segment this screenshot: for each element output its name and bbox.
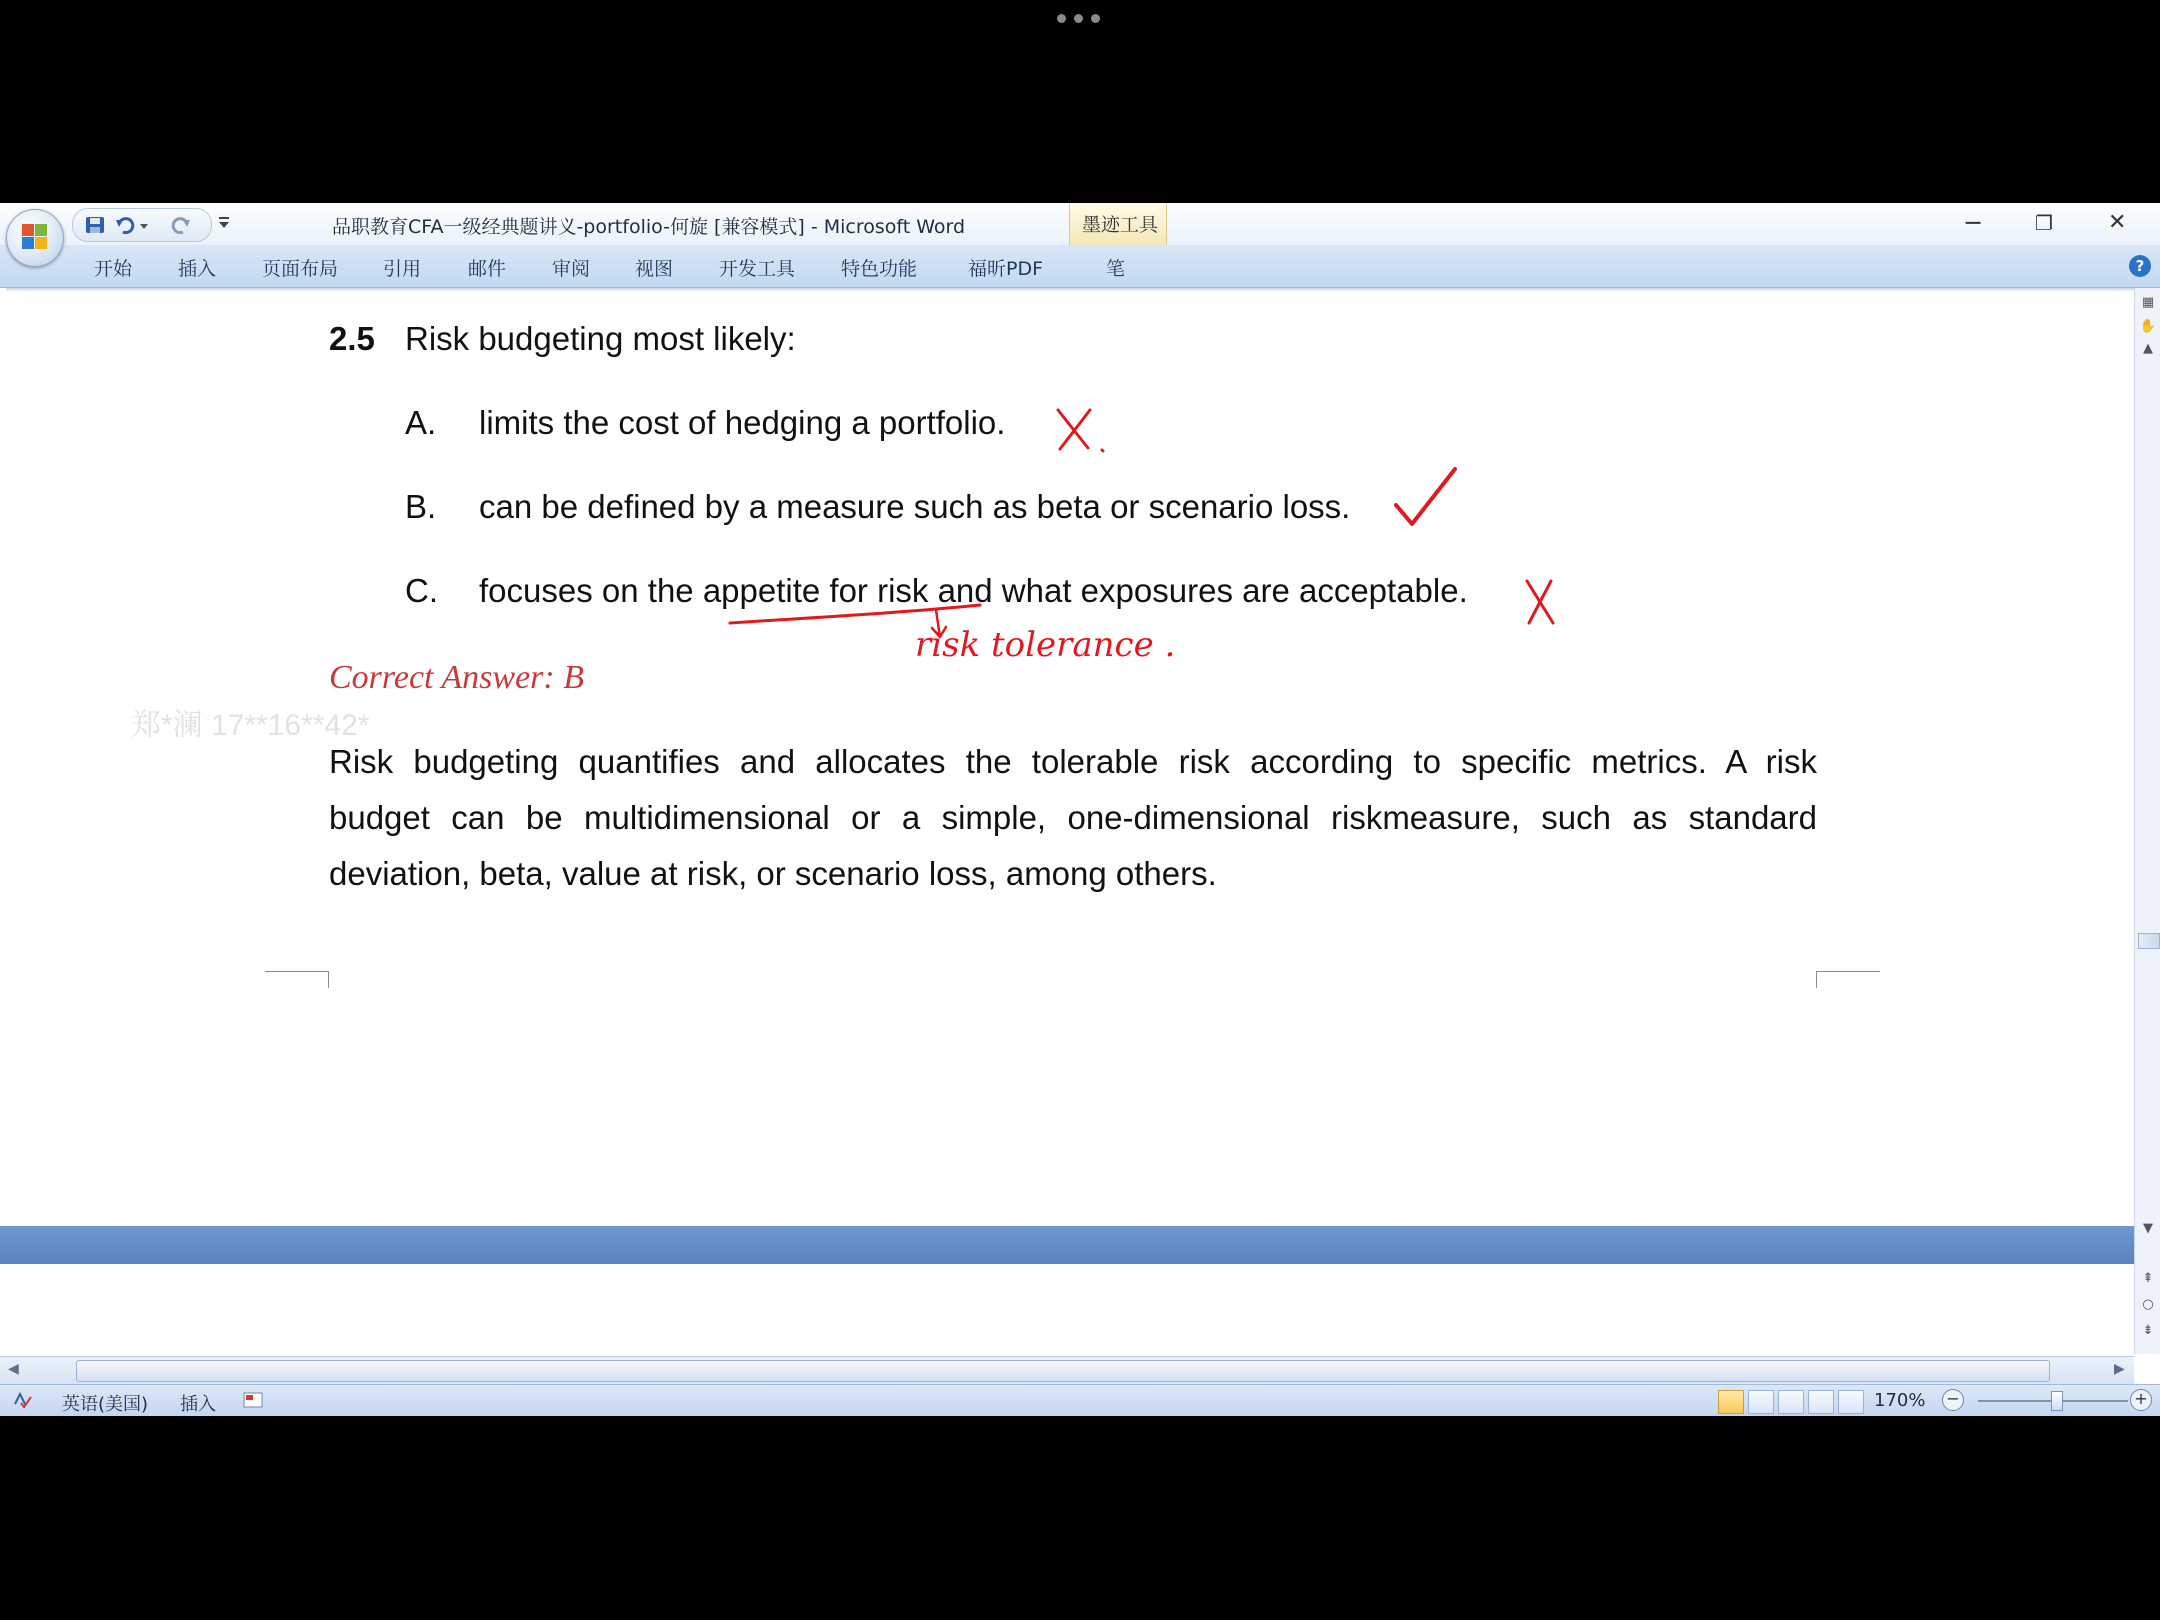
browse-object-icon[interactable]: ○ — [2142, 1297, 2154, 1312]
option-letter: A. — [405, 404, 437, 441]
office-logo-icon — [22, 224, 48, 250]
language-indicator[interactable]: 英语(美国) — [62, 1394, 149, 1415]
question-stem: Risk budgeting most likely: — [405, 320, 796, 357]
explanation-line: Risk budgeting quantifies and allocates the tolerable risk according to specific metrics. A risk — [329, 743, 1817, 780]
tab-pen[interactable]: 笔 — [1106, 258, 1126, 280]
office-button[interactable] — [6, 209, 64, 267]
tab-foxit-pdf[interactable]: 福昕PDF — [968, 258, 1044, 280]
next-page-icon[interactable]: ⇟ — [2142, 1323, 2154, 1338]
option-text: limits the cost of hedging a portfolio. — [479, 404, 1006, 441]
tab-developer[interactable]: 开发工具 — [719, 258, 796, 280]
scroll-down-icon[interactable]: ▼ — [2143, 1221, 2153, 1236]
previous-page-icon[interactable]: ⇞ — [2142, 1271, 2154, 1286]
option-letter: B. — [405, 488, 437, 525]
watermark: 郑*澜 17**16**42* — [131, 709, 370, 742]
vertical-scroll-thumb[interactable] — [2138, 933, 2160, 949]
tab-review[interactable]: 审阅 — [552, 258, 591, 280]
question-number: 2.5 — [329, 320, 375, 357]
print-layout-view-icon[interactable] — [1718, 1390, 1744, 1414]
check-mark-icon — [1396, 469, 1455, 524]
status-bar — [0, 1384, 2160, 1416]
insert-mode-indicator[interactable]: 插入 — [180, 1394, 216, 1415]
more-dots-icon[interactable] — [1057, 14, 1100, 23]
explanation-line: deviation, beta, value at risk, or scenario loss, among others. — [329, 855, 1217, 892]
tab-mailings[interactable]: 邮件 — [468, 258, 507, 280]
full-screen-reading-view-icon[interactable] — [1748, 1390, 1774, 1414]
ink-annotations-layer — [0, 203, 2134, 1226]
draft-view-icon[interactable] — [1838, 1390, 1864, 1414]
next-page-preview — [6, 1264, 2134, 1360]
proofing-icon[interactable] — [12, 1391, 32, 1409]
pan-hand-icon[interactable]: ✋ — [2139, 319, 2157, 334]
tab-home[interactable]: 开始 — [94, 258, 133, 280]
handwritten-note: risk tolerance . — [915, 625, 1176, 665]
tab-insert[interactable]: 插入 — [178, 258, 217, 280]
close-button[interactable]: ✕ — [2108, 210, 2127, 235]
web-layout-view-icon[interactable] — [1778, 1390, 1804, 1414]
zoom-out-icon[interactable]: − — [1942, 1389, 1964, 1411]
wrong-mark-icon — [1058, 410, 1090, 449]
ink-tools-contextual-tab: 墨迹工具 — [1069, 203, 1167, 245]
zoom-level[interactable]: 170% — [1874, 1390, 1926, 1411]
horizontal-scroll-thumb[interactable] — [76, 1360, 2050, 1382]
option-text: can be defined by a measure such as beta or scenario loss. — [479, 488, 1351, 525]
restore-button[interactable]: ❐ — [2035, 211, 2053, 235]
option-text: focuses on the appetite for risk and what exposures are acceptable. — [479, 572, 1468, 609]
ink-dot-icon — [1102, 450, 1103, 451]
ruler-toggle-icon[interactable]: ▦ — [2141, 295, 2155, 310]
scroll-left-icon[interactable]: ◀ — [8, 1361, 19, 1377]
explanation-line: budget can be multidimensional or a simple, one-dimensional riskmeasure, such as standard — [329, 799, 1817, 836]
zoom-in-icon[interactable]: + — [2130, 1389, 2152, 1411]
window-title: 品职教育CFA一级经典题讲义-portfolio-何旋 [兼容模式] - Microsoft Word — [332, 216, 966, 238]
macro-record-icon[interactable] — [243, 1391, 263, 1409]
wrong-mark-icon — [1527, 581, 1553, 623]
tab-view[interactable]: 视图 — [635, 258, 674, 280]
tab-references[interactable]: 引用 — [383, 258, 422, 280]
correct-answer: Correct Answer: B — [329, 659, 584, 696]
zoom-slider-thumb[interactable] — [2051, 1391, 2063, 1411]
underline-stroke-icon — [730, 605, 980, 623]
page-gap — [0, 1226, 2134, 1264]
tab-special-features[interactable]: 特色功能 — [841, 258, 918, 280]
horizontal-scrollbar[interactable] — [0, 1356, 2134, 1385]
tab-page-layout[interactable]: 页面布局 — [262, 258, 339, 280]
scroll-up-icon[interactable]: ▲ — [2143, 341, 2153, 356]
vertical-scrollbar[interactable] — [2134, 288, 2160, 1354]
help-icon[interactable]: ? — [2129, 255, 2151, 277]
minimize-button[interactable]: ─ — [1966, 209, 1981, 237]
outline-view-icon[interactable] — [1808, 1390, 1834, 1414]
scroll-right-icon[interactable]: ▶ — [2114, 1361, 2125, 1377]
option-letter: C. — [405, 572, 438, 609]
word-window — [0, 203, 2160, 1416]
